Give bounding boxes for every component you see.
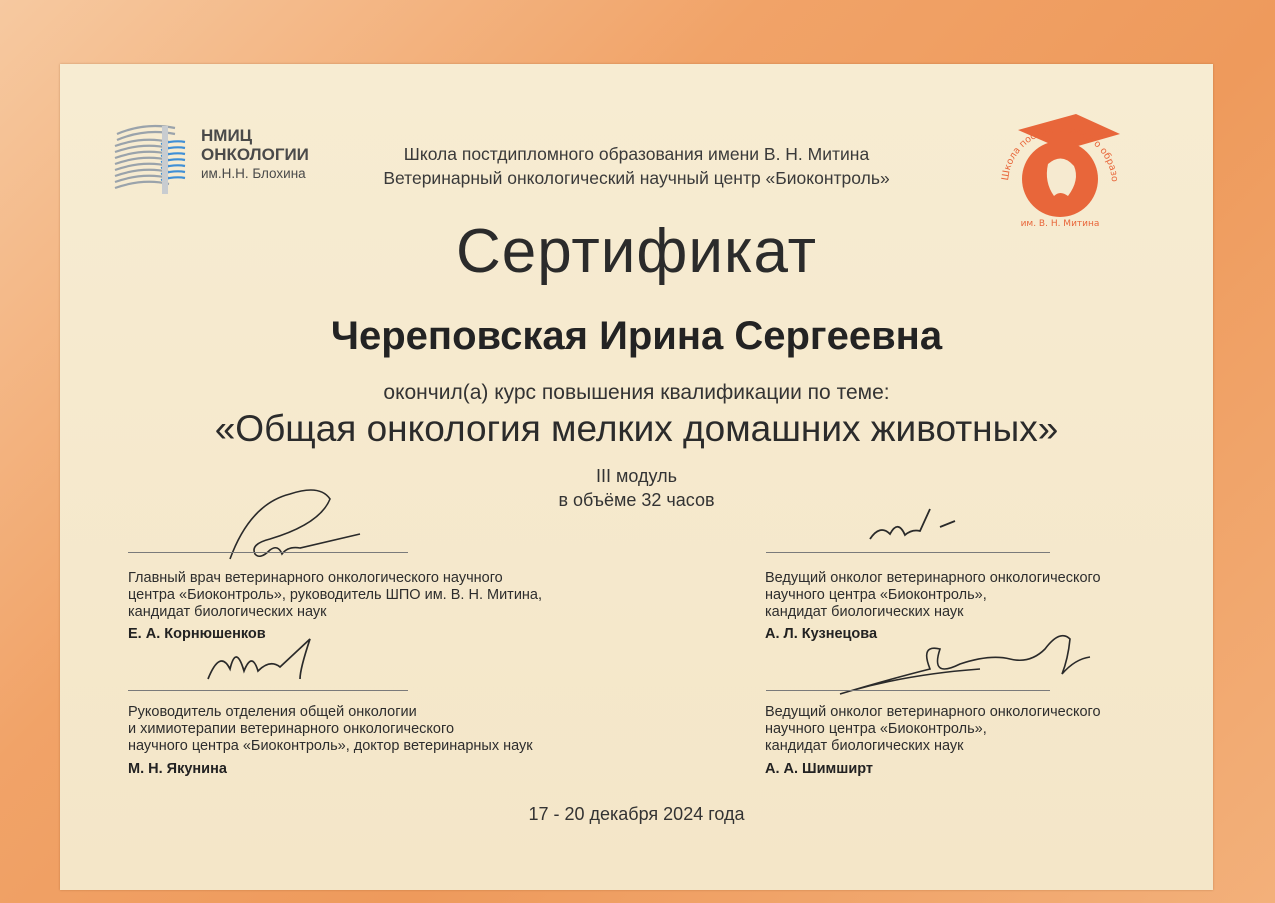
signatory-2-name: А. Л. Кузнецова — [765, 626, 878, 642]
course-title: «Общая онкология мелких домашних животных» — [214, 408, 1059, 449]
signature-4 — [830, 619, 1100, 704]
signature-3 — [200, 629, 340, 689]
signature-line-2 — [766, 552, 1050, 553]
signatory-3-role-2: и химиотерапии ветеринарного онкологического — [128, 721, 455, 737]
signatory-2-role-1: Ведущий онколог ветеринарного онкологического — [765, 570, 1101, 586]
signatory-3-name: М. Н. Якунина — [128, 761, 227, 777]
signatory-2-role-2: научного центра «Биоконтроль», — [765, 587, 987, 603]
signature-1 — [210, 464, 410, 574]
completed-text: окончил(а) курс повышения квалификации по теме: — [383, 381, 890, 404]
school-logo-bottom: им. В. Н. Митина — [1020, 219, 1100, 229]
nmic-logo-line1: НМИЦ — [201, 126, 253, 145]
signature-2 — [860, 489, 970, 549]
course-dates: 17 - 20 декабря 2024 года — [528, 804, 745, 824]
signatory-4-name: А. А. Шимширт — [765, 761, 874, 777]
school-logo-arc: Школа постдипломного образо — [999, 123, 1121, 183]
recipient-name: Череповская Ирина Сергеевна — [330, 314, 943, 358]
nmic-logo-line3: им.Н.Н. Блохина — [201, 166, 306, 181]
signature-line-4 — [766, 690, 1050, 691]
signatory-1-role-3: кандидат биологических наук — [128, 604, 327, 620]
header-line-1: Школа постдипломного образования имени В. Н. Митина — [403, 144, 870, 164]
signatory-3-role-1: Руководитель отделения общей онкологии — [128, 704, 417, 720]
nmic-logo-line2: ОНКОЛОГИИ — [201, 145, 309, 164]
module-text: III модуль — [596, 466, 677, 486]
certificate-title: Сертификат — [455, 217, 818, 286]
signatory-4-role-3: кандидат биологических наук — [765, 738, 964, 754]
signatory-4-role-1: Ведущий онколог ветеринарного онкологического — [765, 704, 1101, 720]
signatory-1-name: Е. А. Корнюшенков — [128, 626, 266, 642]
signatory-2-role-3: кандидат биологических наук — [765, 604, 964, 620]
hours-text: в объёме 32 часов — [558, 490, 715, 510]
school-logo — [988, 104, 1128, 229]
header-line-2: Ветеринарный онкологический научный центр «Биоконтроль» — [383, 168, 890, 188]
signatory-1-role-1: Главный врач ветеринарного онкологического научного — [128, 570, 503, 586]
signature-line-1 — [128, 552, 408, 553]
signature-line-3 — [128, 690, 408, 691]
school-logo-icon — [988, 104, 1128, 229]
signatory-4-role-2: научного центра «Биоконтроль», — [765, 721, 987, 737]
signatory-3-role-3: научного центра «Биоконтроль», доктор ветеринарных наук — [128, 738, 533, 754]
certificate-paper — [60, 64, 1213, 890]
signatory-1-role-2: центра «Биоконтроль», руководитель ШПО им. В. Н. Митина, — [128, 587, 543, 603]
